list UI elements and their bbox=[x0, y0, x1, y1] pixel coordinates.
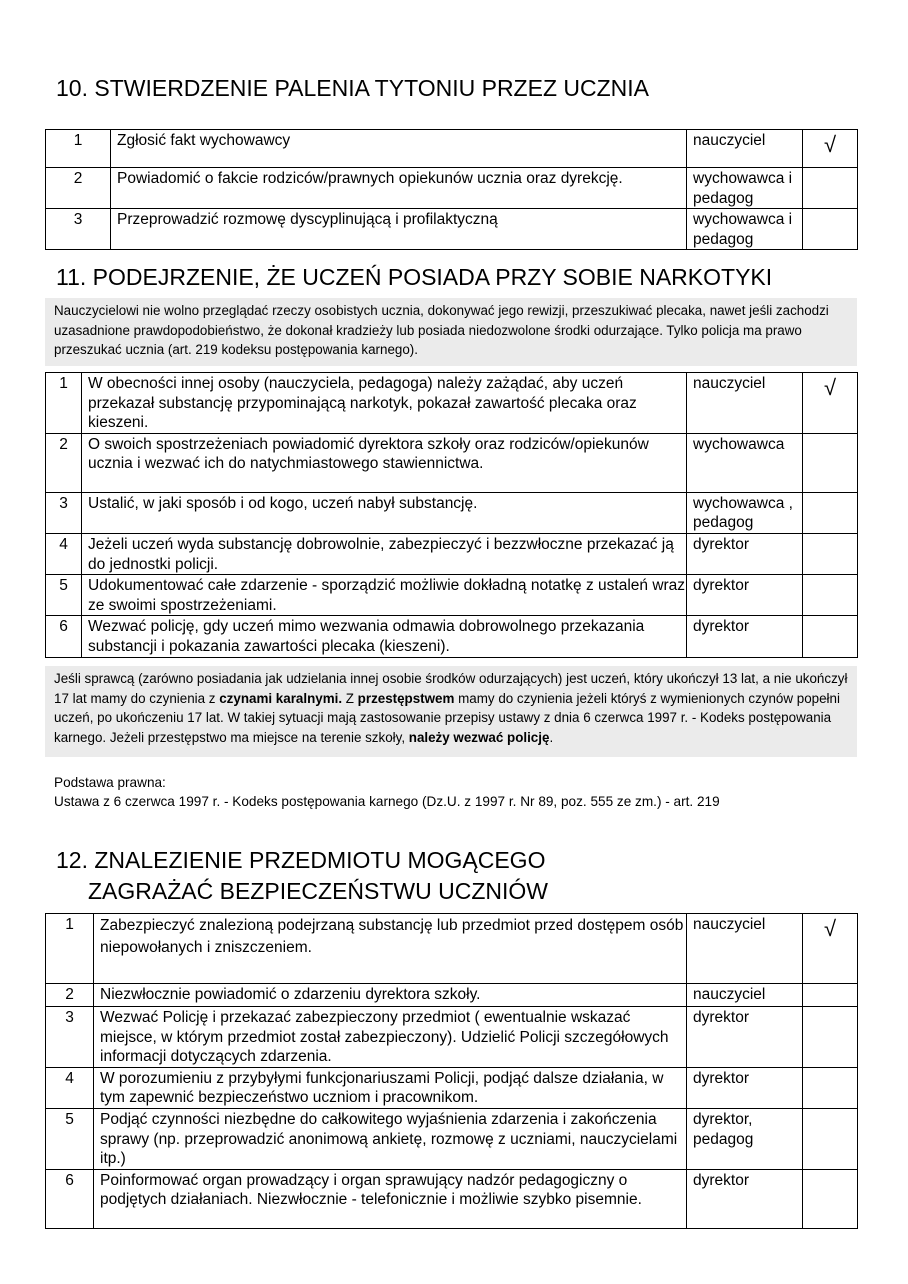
row-number: 3 bbox=[46, 492, 82, 533]
check-mark-icon: √ bbox=[803, 373, 858, 434]
section-11-table bbox=[45, 372, 858, 658]
privacy-note: Nauczycielowi nie wolno przeglądać rzeczy osobistych ucznia, dokonywać jego rewizji, przeszukiwać plecaka, nawet jeśli zachodzi uzasadnione prawdopodobieństwo, że dokonał kradzieży lub posiada niedozwolone środki odurzające. Tylko policja ma prawo przeszukać ucznia (art. 219 kodeksu postępowania karnego). bbox=[45, 298, 857, 366]
check-cell bbox=[803, 616, 858, 657]
section-10-table bbox=[45, 129, 858, 250]
table-row bbox=[46, 1169, 858, 1228]
row-number: 3 bbox=[46, 1007, 94, 1068]
row-action: Ustalić, w jaki sposób i od kogo, uczeń nabył substancję. bbox=[82, 492, 687, 533]
table-row bbox=[46, 1067, 858, 1108]
legal-bold-text: czynami karalnymi. bbox=[219, 690, 343, 706]
table-row bbox=[46, 1108, 858, 1169]
row-responsible: dyrektor bbox=[687, 1169, 803, 1228]
table-row bbox=[46, 373, 858, 434]
row-responsible: dyrektor bbox=[687, 575, 803, 616]
row-number: 6 bbox=[46, 1169, 94, 1228]
legal-bold-text: należy wezwać policję bbox=[408, 729, 550, 745]
check-cell bbox=[803, 433, 858, 492]
row-responsible: nauczyciel bbox=[687, 130, 803, 168]
row-number: 2 bbox=[46, 168, 111, 209]
table-row bbox=[46, 209, 858, 250]
row-number: 2 bbox=[46, 433, 82, 492]
section-12-title-line-1: 12. ZNALEZIENIE PRZEDMIOTU MOGĄCEGO bbox=[56, 847, 546, 873]
row-responsible: wychowawca i pedagog bbox=[687, 209, 803, 250]
check-cell bbox=[803, 1067, 858, 1108]
check-cell bbox=[803, 1108, 858, 1169]
row-action: Udokumentować całe zdarzenie - sporządzić możliwie dokładną notatkę z ustaleń wraz ze swoimi spostrzeżeniami. bbox=[82, 575, 687, 616]
row-responsible: dyrektor, pedagog bbox=[687, 1108, 803, 1169]
legal-note bbox=[45, 666, 857, 757]
row-number: 6 bbox=[46, 616, 82, 657]
legal-text: Jeśli sprawcą (zarówno posiadania jak udzielania innej osobie środków odurzających) jest uczeń, który ukończył 13 lat, a nie ukończył 17 lat mamy do czynienia z bbox=[54, 671, 848, 706]
check-cell bbox=[803, 533, 858, 574]
row-action: Wezwać policję, gdy uczeń mimo wezwania odmawia dobrowolnego przekazania substancji i pokazania zawartości plecaka (kieszeni). bbox=[82, 616, 687, 657]
check-mark-icon: √ bbox=[803, 130, 858, 168]
row-responsible: wychowawca i pedagog bbox=[687, 168, 803, 209]
row-action: Niezwłocznie powiadomić o zdarzeniu dyrektora szkoły. bbox=[94, 984, 687, 1007]
section-10-title: 10. STWIERDZENIE PALENIA TYTONIU PRZEZ UCZNIA bbox=[56, 75, 649, 101]
check-cell bbox=[803, 209, 858, 250]
row-action: Wezwać Policję i przekazać zabezpieczony przedmiot ( ewentualnie wskazać miejsce, w którym przedmiot został zabezpieczony). Udzielić Policji szczegółowych informacji dotyczących zdarzenia. bbox=[94, 1007, 687, 1068]
table-row bbox=[46, 575, 858, 616]
table-row bbox=[46, 1007, 858, 1068]
row-number: 1 bbox=[46, 130, 111, 168]
check-cell bbox=[803, 984, 858, 1007]
table-row bbox=[46, 492, 858, 533]
table-row bbox=[46, 616, 858, 657]
check-cell bbox=[803, 1169, 858, 1228]
row-number: 1 bbox=[46, 914, 94, 984]
legal-text: Z bbox=[342, 690, 358, 706]
table-row bbox=[46, 984, 858, 1007]
row-action: Jeżeli uczeń wyda substancję dobrowolnie, zabezpieczyć i bezzwłoczne przekazać ją do jednostki policji. bbox=[82, 533, 687, 574]
row-action: Poinformować organ prowadzący i organ sprawujący nadzór pedagogiczny o podjętych działaniach. Niezwłocznie - telefonicznie i możliwie szybko pisemnie. bbox=[94, 1169, 687, 1228]
row-responsible: dyrektor bbox=[687, 1007, 803, 1068]
legal-bold-text: przestępstwem bbox=[357, 690, 455, 706]
row-number: 2 bbox=[46, 984, 94, 1007]
legal-basis-text: Ustawa z 6 czerwca 1997 r. - Kodeks postępowania karnego (Dz.U. z 1997 r. Nr 89, poz. 555 ze zm.) - art. 219 bbox=[54, 794, 720, 809]
row-responsible: wychowawca , pedagog bbox=[687, 492, 803, 533]
row-action: Podjąć czynności niezbędne do całkowitego wyjaśnienia zdarzenia i zakończenia sprawy (np. przeprowadzić anonimową ankietę, rozmowę z uczniami, nauczycielami itp.) bbox=[94, 1108, 687, 1169]
table-row bbox=[46, 433, 858, 492]
row-responsible: dyrektor bbox=[687, 616, 803, 657]
row-responsible: nauczyciel bbox=[687, 914, 803, 984]
table-row bbox=[46, 533, 858, 574]
table-row bbox=[46, 130, 858, 168]
check-cell bbox=[803, 575, 858, 616]
row-responsible: nauczyciel bbox=[687, 373, 803, 434]
row-action: Przeprowadzić rozmowę dyscyplinującą i profilaktyczną bbox=[111, 209, 687, 250]
row-number: 3 bbox=[46, 209, 111, 250]
row-action: Zabezpieczyć znalezioną podejrzaną substancję lub przedmiot przed dostępem osób niepowołanych i zniszczeniem. bbox=[94, 914, 687, 984]
legal-text: . bbox=[549, 729, 554, 745]
section-12-title-line-2: ZAGRAŻAĆ BEZPIECZEŃSTWU UCZNIÓW bbox=[88, 878, 548, 904]
check-cell bbox=[803, 492, 858, 533]
legal-text: mamy do czynienia jeżeli któryś z wymienionych czynów popełni uczeń, po ukończeniu 17 lat. W takiej sytuacji mają zastosowanie przepisy ustawy z dnia 6 czerwca 1997 r. - Kodeks postępowania karnego. Jeżeli przestępstwo ma miejsce na terenie szkoły, bbox=[54, 690, 840, 745]
check-cell bbox=[803, 168, 858, 209]
check-cell bbox=[803, 1007, 858, 1068]
legal-basis-label: Podstawa prawna: bbox=[54, 775, 166, 790]
table-row bbox=[46, 914, 858, 984]
row-number: 4 bbox=[46, 1067, 94, 1108]
row-number: 5 bbox=[46, 1108, 94, 1169]
row-action: Zgłosić fakt wychowawcy bbox=[111, 130, 687, 168]
row-responsible: wychowawca bbox=[687, 433, 803, 492]
row-responsible: nauczyciel bbox=[687, 984, 803, 1007]
row-action: W obecności innej osoby (nauczyciela, pedagoga) należy zażądać, aby uczeń przekazał substancję przypominającą narkotyk, pokazał zawartość plecaka oraz kieszeni. bbox=[82, 373, 687, 434]
section-11-title: 11. PODEJRZENIE, ŻE UCZEŃ POSIADA PRZY SOBIE NARKOTYKI bbox=[56, 264, 773, 290]
row-number: 1 bbox=[46, 373, 82, 434]
row-action: O swoich spostrzeżeniach powiadomić dyrektora szkoły oraz rodziców/opiekunów ucznia i wezwać ich do natychmiastowego stawiennictwa. bbox=[82, 433, 687, 492]
row-number: 5 bbox=[46, 575, 82, 616]
row-responsible: dyrektor bbox=[687, 533, 803, 574]
row-number: 4 bbox=[46, 533, 82, 574]
row-action: Powiadomić o fakcie rodziców/prawnych opiekunów ucznia oraz dyrekcję. bbox=[111, 168, 687, 209]
check-mark-icon: √ bbox=[803, 914, 858, 984]
row-responsible: dyrektor bbox=[687, 1067, 803, 1108]
section-12-table bbox=[45, 913, 858, 1229]
table-row bbox=[46, 168, 858, 209]
row-action: W porozumieniu z przybyłymi funkcjonariuszami Policji, podjąć dalsze działania, w tym zapewnić bezpieczeństwo uczniom i pracownikom. bbox=[94, 1067, 687, 1108]
